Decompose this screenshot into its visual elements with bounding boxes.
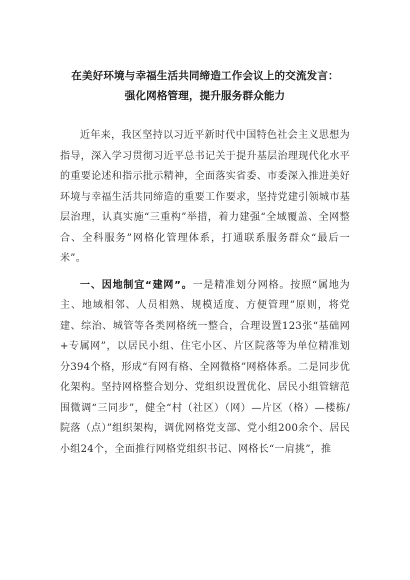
section-1-paragraph	[60, 276, 350, 461]
document-body	[60, 126, 350, 460]
section-1-heading: 一、因地制宜“建网”。	[80, 279, 193, 291]
title-line-2: 强化网格管理，提升服务群众能力	[124, 90, 286, 102]
title-line-1: 在美好环境与幸福生活共同缔造工作会议上的交流发言：	[71, 70, 339, 82]
section-1-text: 一是精准划分网格。按照“属地为主、地域相邻、人员相熟、规模适度、方便管理”原则，将党建、综治、城管等各类网格统一整合，合理设置123张“基础网+专属网”，以居民小组、住宅小区、片区院落等为单位精准划分394个格，形成“有网有格、全网微格”网格体系。二是同步优化架构。坚持网格整合划分、党组织设置优化、居民小组管辖范围微调“三同步”，健全“村（社区）（网）—片区（格）—楼栋/院落（点）”组织架构，调优网格党支部、党小组200余个、居民小组24个，全面推行网格党组织书记、网格长“一肩挑”，推	[60, 279, 350, 455]
intro-paragraph: 近年来，我区坚持以习近平新时代中国特色社会主义思想为指导，深入学习贯彻习近平总书记关于提升基层治理现代化水平的重要论述和指示批示精神，全面落实省委、市委深入推进美好环境与幸福生活共同缔造的重要工作要求，坚持党建引领城市基层治理，认真实施“三重构”举措，着力建强“全域覆盖、全网整合、全科服务”网格化管理体系，打通联系服务群众“最后一米”。	[60, 130, 350, 264]
document-title	[40, 66, 370, 106]
